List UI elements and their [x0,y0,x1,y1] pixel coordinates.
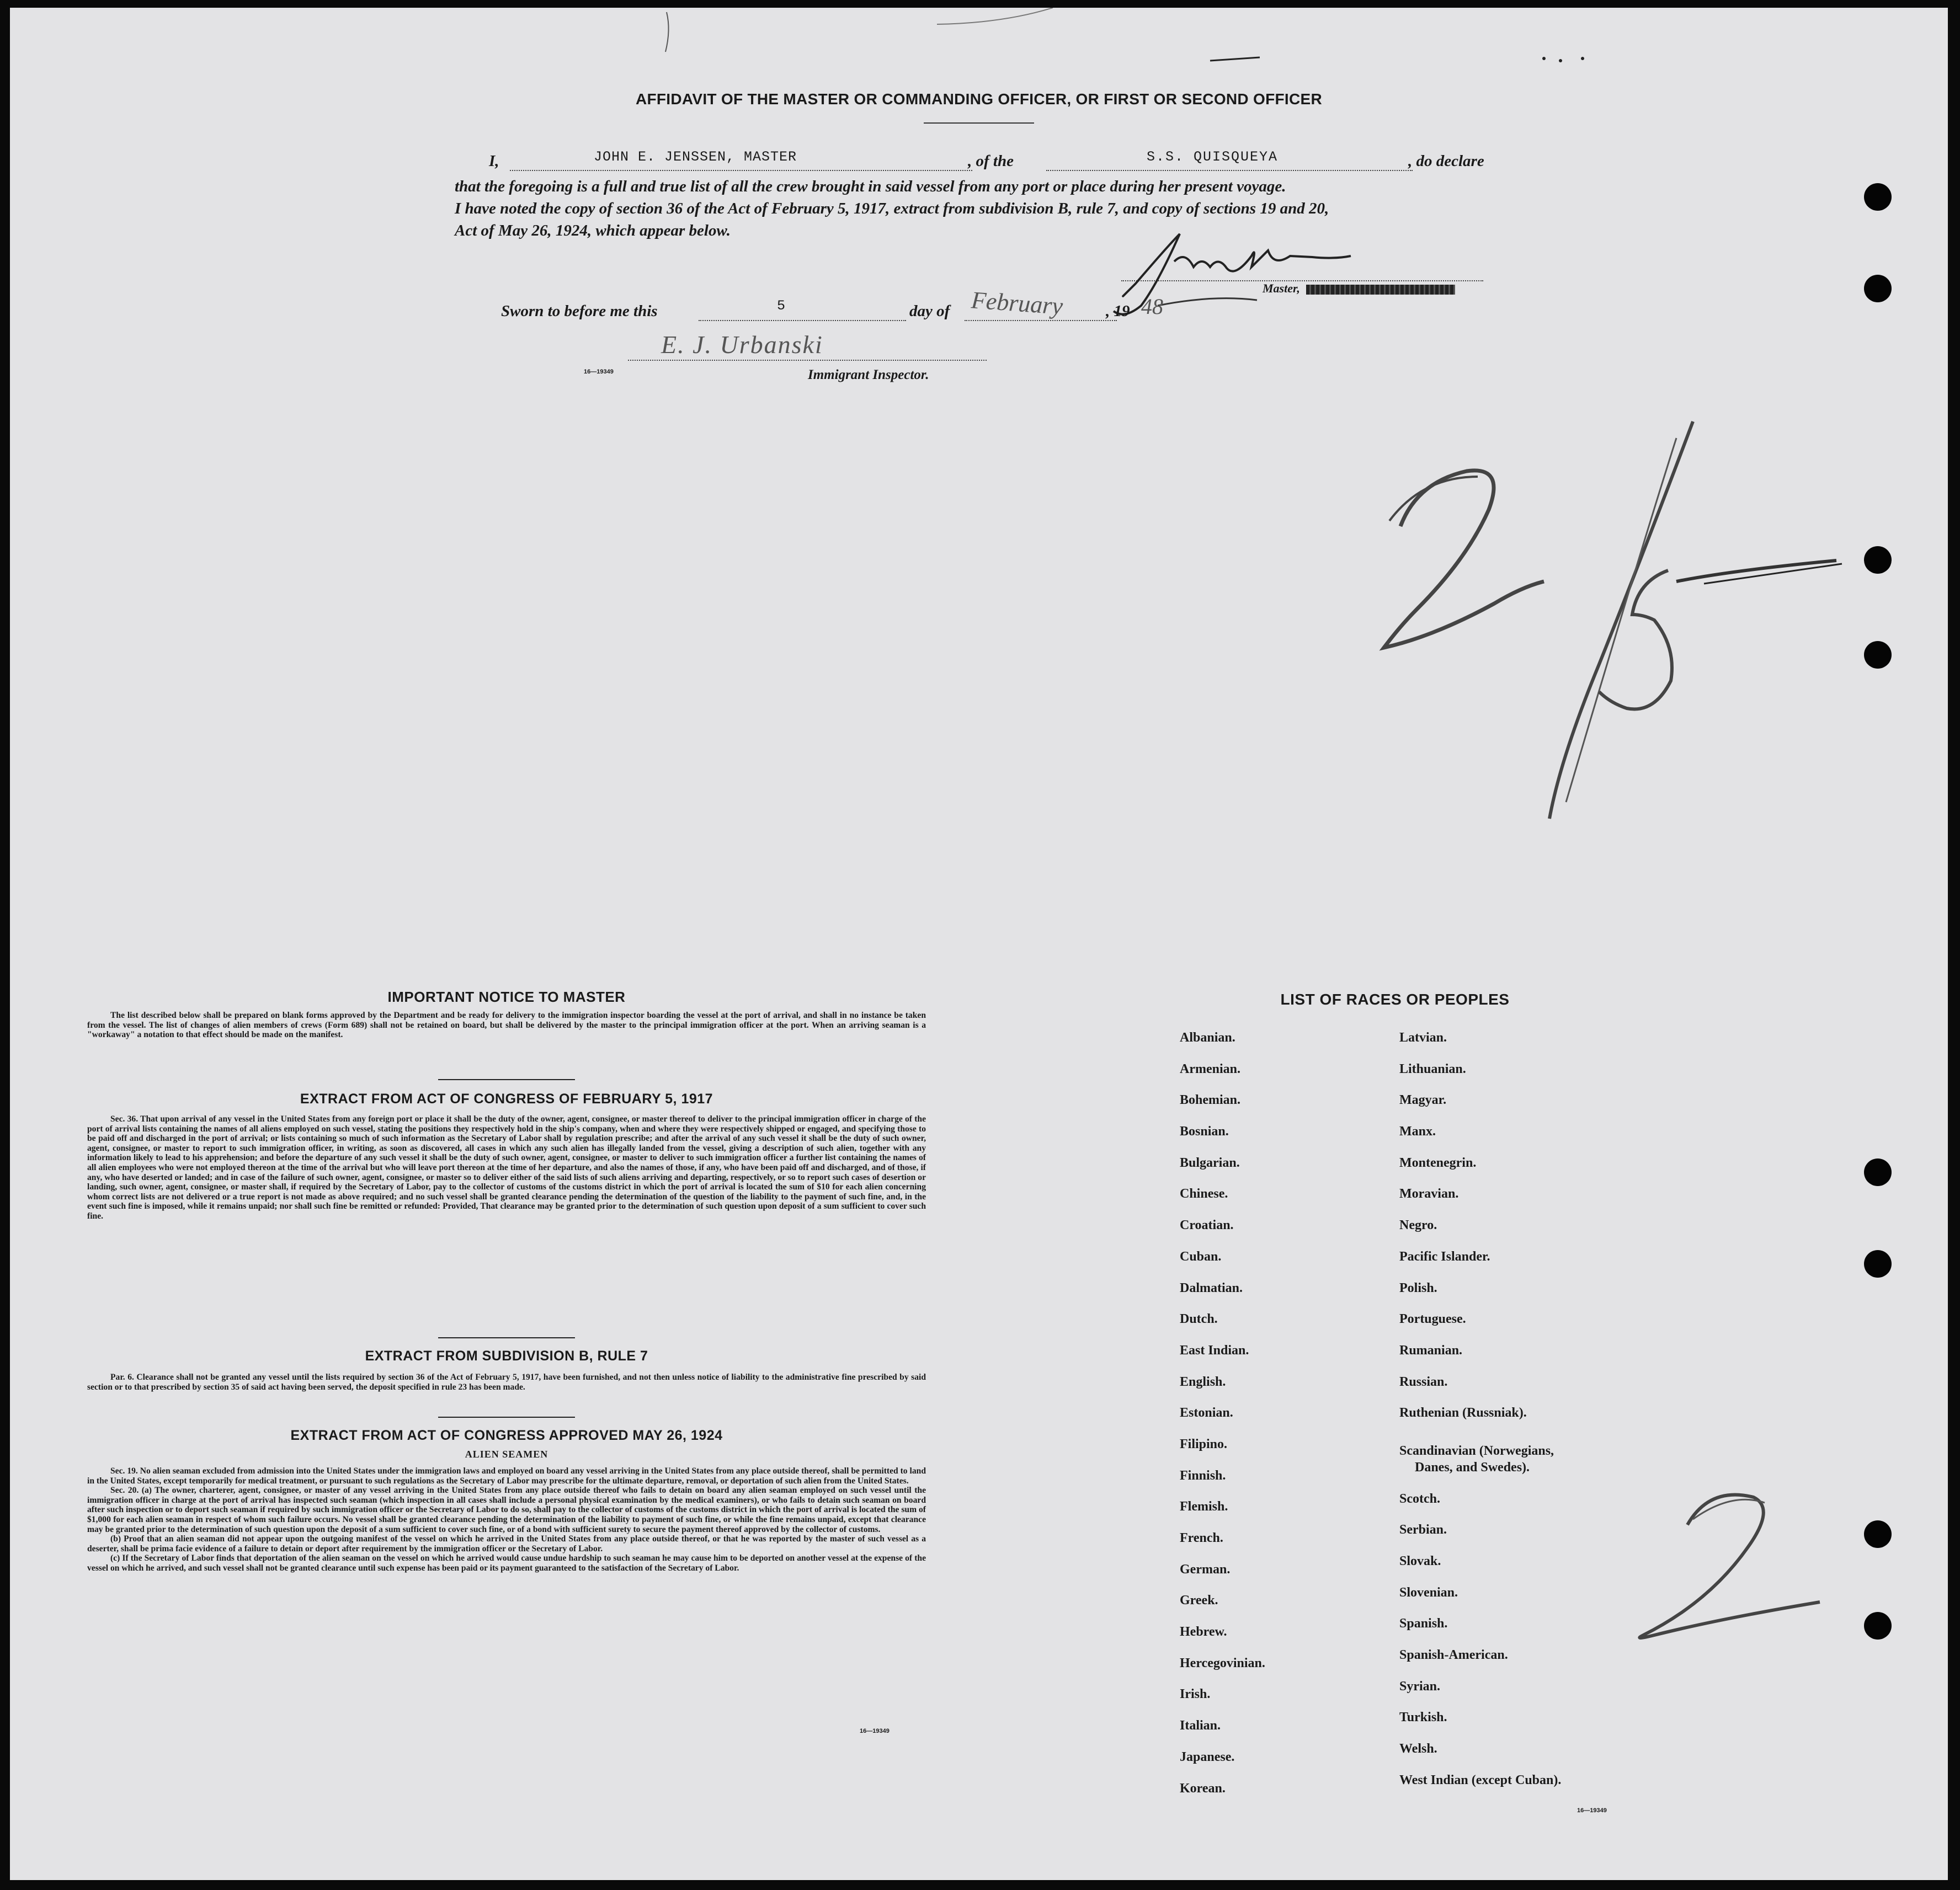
sec-19-paragraph: Sec. 19. No alien seaman excluded from admission into the United States under the immigration laws and employed on board any vessel arriving in the United States from any place outside thereof, shall be permitted to land in the United States, except temporarily for medical treatment, or pursuant to such regulations as the Secretary of Labor may prescribe for the ultimate departure, removal, or deportation of such alien from the United States. [87,1466,926,1486]
race-item: Negro. [1399,1218,1437,1233]
do-declare-label: , do declare [1408,152,1484,170]
affidavit-body-line-3: Act of May 26, 1924, which appear below. [455,222,731,239]
race-item: Moravian. [1399,1187,1459,1202]
extract-rule7-text [87,1373,926,1392]
races-form-number: 16—19349 [1577,1807,1607,1814]
notice-paragraph: The list described below shall be prepared on blank forms approved by the Department and be ready for delivery to the immigration inspector boarding the vessel at the port of arrival, and shall in no instance be taken from the vessel. The list of changes of alien members of crews (Form 689) shall not be retained on board, but shall be delivered by the master to the principal immigration officer at the port. When an arriving seaman is a "workaway" a notation to that effect should be made on the manifest. [87,1011,926,1040]
race-item: Bosnian. [1180,1124,1229,1139]
race-item: German. [1180,1562,1231,1577]
binder-hole [1864,546,1892,574]
race-item: Scandinavian (Norwegians, [1399,1443,1554,1458]
sworn-month: February [970,286,1064,320]
race-item: Finnish. [1180,1468,1226,1483]
binder-hole [1864,183,1892,211]
master-label: Master, [1263,281,1300,295]
race-item: Slovak. [1399,1554,1441,1568]
i-label: I, [489,152,499,170]
race-item: Cuban. [1180,1249,1222,1264]
race-item: Flemish. [1180,1499,1228,1514]
binder-hole [1864,1612,1892,1640]
affidavit-form-number: 16—19349 [584,369,614,375]
extract-form-number: 16—19349 [860,1728,890,1734]
sworn-day-field [699,302,906,321]
race-item: Filipino. [1180,1437,1228,1451]
race-item: West Indian (except Cuban). [1399,1772,1562,1787]
sworn-line [501,286,1274,324]
race-item: Manx. [1399,1124,1436,1139]
race-item: Rumanian. [1399,1343,1463,1358]
sworn-label: Sworn to before me this [501,302,658,320]
binder-hole [1864,1250,1892,1278]
day-of-label: day of [909,302,950,320]
title-rule [924,122,1034,124]
races-title: LIST OF RACES OR PEOPLES [1280,991,1510,1008]
race-item: Pacific Islander. [1399,1249,1490,1264]
race-item: Slovenian. [1399,1585,1458,1600]
race-item: Lithuanian. [1399,1061,1466,1076]
binder-hole [1864,1158,1892,1186]
race-item: Estonian. [1180,1406,1233,1421]
par-6-paragraph: Par. 6. Clearance shall not be granted any vessel until the lists required by section 36 of the Act of February 5, 1917, have been furnished, and not then unless notice of liability to the administrative fine prescribed by said section or to that prescribed by section 35 of said act having been served, the deposit specified in rule 23 has been made. [87,1373,926,1392]
race-item: Korean. [1180,1781,1226,1796]
extract-1917-text [87,1114,926,1221]
year-prefix: , 19 [1106,302,1130,320]
race-item: Japanese. [1180,1749,1235,1764]
race-item: Russian. [1399,1374,1448,1389]
extract-1924-text [87,1466,926,1573]
alien-seamen-subtitle: ALIEN SEAMEN [465,1449,548,1460]
handwritten-fraction-2-5 [1367,416,1853,835]
race-item: Bohemian. [1180,1093,1241,1108]
document-page [10,8,1948,1880]
race-item: English. [1180,1374,1226,1389]
race-item: Portuguese. [1399,1312,1466,1327]
race-item: Danes, and Swedes). [1415,1460,1530,1475]
race-item: Dutch. [1180,1312,1218,1327]
binder-hole [1864,1520,1892,1548]
race-item: Irish. [1180,1687,1211,1702]
race-item: French. [1180,1531,1223,1545]
race-item: Chinese. [1180,1187,1228,1202]
race-item: Spanish-American. [1399,1648,1508,1663]
race-item: Bulgarian. [1180,1155,1240,1170]
inspector-signature: E. J. Urbanski [661,330,823,359]
inspector-label: Immigrant Inspector. [808,367,929,382]
race-item: Turkish. [1399,1710,1447,1725]
of-the-label: , of the [968,152,1014,170]
sec-20c-paragraph: (c) If the Secretary of Labor finds that deportation of the alien seaman on the vessel on which he arrived would cause undue hardship to such seaman he may cause him to be deported on another vessel at the expense of the vessel on which he arrived, and such vessel shall not be granted clearance until such expense has been paid or its payment guaranteed to the satisfaction of the Secretary of Labor. [87,1553,926,1573]
master-title-label [1263,281,1455,296]
section-rule [438,1337,575,1338]
race-item: Magyar. [1399,1093,1447,1108]
sec-20a-paragraph: Sec. 20. (a) The owner, charterer, agent, consignee, or master of any vessel arriving in the United States from any place outside thereof who fails to detain on board any alien seaman employed on such vessel until the immigration officer in charge at the port of arrival has inspected such seaman (which inspection in all cases shall include a personal physical examination by the medical examiners), or who fails to detain such seaman on board after such inspection or to deport such seaman if required by such immigration officer or the Secretary of Labor to do so, shall pay to the collector of customs of the customs district in which the port of arrival is located the sum of $1,000 for each alien seaman in respect of whom such failure occurs. No vessel shall be granted clearance pending the determination of the liability to payment of such fine, or while the fine remains unpaid, except that clearance may be granted prior to the determination of such question upon the deposit of a sum sufficient to cover such fine, or of a bond with sufficient surety to secure the payment thereof approved by the collector of customs. [87,1486,926,1534]
race-item: East Indian. [1180,1343,1249,1358]
race-item: Albanian. [1180,1031,1235,1045]
extract-rule7-title: EXTRACT FROM SUBDIVISION B, RULE 7 [365,1348,648,1364]
race-item: Croatian. [1180,1218,1234,1233]
binder-hole [1864,275,1892,302]
stray-pen-marks [10,8,1948,85]
sec-36-paragraph: Sec. 36. That upon arrival of any vessel in the United States from any foreign port or place it shall be the duty of the owner, agent, consignee, or master thereof to deliver to the principal immigration officer in charge of the port of arrival lists containing the names of all aliens employed on such vessel, stating the positions they respectively hold in the ship's company, when and where they were respectively shipped or engaged, and specifying those to be paid off and discharged in the port of arrival; or lists containing so much of such information as the Secretary of Labor shall by regulation prescribe; and after the arrival of any such vessel it shall be the duty of such owner, agent, consignee, or master to report to such immigration officer, in writing, as soon as discovered, all cases in which any such alien has illegally landed from the vessel, giving a description of such alien, together with any information likely to lead to his apprehension; and before the departure of any such vessel it shall be the duty of such owner, agent, consignee, or master to deliver to such immigration officer a further list containing the names of all alien employees who were not employed thereon at the time of the arrival but who will leave port thereon at the time of her departure, and also the names of those, if any, who have been paid off and discharged, and of those, if any, who have deserted or landed; and in case of the failure of such owner, agent, consignee, or master so to deliver either of the said lists of such aliens arriving and departing, respectively, or so to report such cases of desertion or landing, such owner, agent, consignee, or master shall, if required by the Secretary of Labor, pay to the collector of customs of the customs district in which the port of arrival is located the sum of $10 for each alien concerning whom correct lists are not delivered or a true report is not made as above required; and no such vessel shall be granted clearance pending the determination of the question of the liability to the payment of such fine, and, in the event such fine is imposed, while it remains unpaid; nor shall such fine be remitted or refunded: Provided, That clearance may be granted prior to the determination of such question upon deposit of a sum sufficient to cover such fine. [87,1114,926,1221]
affidavit-body-line-1: that the foregoing is a full and true list of all the crew brought in said vessel from any port or place during her present voyage. [455,178,1286,195]
binder-hole [1864,641,1892,669]
extract-1924-title: EXTRACT FROM ACT OF CONGRESS APPROVED MAY 26, 1924 [290,1428,723,1443]
race-item: Serbian. [1399,1523,1447,1537]
section-rule [438,1079,575,1080]
race-item: Latvian. [1399,1031,1447,1045]
races-left-column [1180,1031,1389,1812]
affidavit-title: AFFIDAVIT OF THE MASTER OR COMMANDING OFFICER, OR FIRST OR SECOND OFFICER [635,90,1322,108]
race-item: Syrian. [1399,1679,1441,1694]
race-item: Spanish. [1399,1616,1448,1631]
affidavit-body-line-2: I have noted the copy of section 36 of the Act of February 5, 1917, extract from subdivision B, rule 7, and copy of sections 19 and 20, [455,200,1329,217]
race-item: Montenegrin. [1399,1155,1477,1170]
section-rule [438,1417,575,1418]
race-item: Welsh. [1399,1742,1437,1756]
vessel-name: S.S. QUISQUEYA [1147,149,1279,165]
race-item: Ruthenian (Russniak). [1399,1406,1527,1421]
race-item: Polish. [1399,1280,1437,1295]
race-item: Italian. [1180,1718,1221,1733]
handwritten-page-number-2 [1621,1470,1842,1652]
affidavit-line-1 [489,149,1515,172]
declarant-name: JOHN E. JENSSEN, MASTER [594,149,797,165]
race-item: Greek. [1180,1593,1218,1608]
struck-officer-text [1306,285,1455,295]
notice-text [87,1011,926,1040]
sworn-day: 5 [777,298,786,314]
race-item: Hebrew. [1180,1625,1227,1640]
race-item: Armenian. [1180,1061,1240,1076]
race-item: Scotch. [1399,1491,1440,1506]
notice-title: IMPORTANT NOTICE TO MASTER [387,989,626,1005]
races-right-column [1399,1031,1686,1804]
extract-1917-title: EXTRACT FROM ACT OF CONGRESS OF FEBRUARY 5, 1917 [300,1091,713,1107]
race-item: Dalmatian. [1180,1280,1243,1295]
sec-20b-paragraph: (b) Proof that an alien seaman did not appear upon the outgoing manifest of the vessel on which he arrived in the United States from any place outside thereof, or that he was reported by the master of such vessel as a deserter, shall be prima facie evidence of a failure to detain or deport after requirement by the immigration officer or the Secretary of Labor. [87,1534,926,1553]
year-suffix: 48 [1141,294,1163,319]
race-item: Hercegovinian. [1180,1656,1265,1670]
